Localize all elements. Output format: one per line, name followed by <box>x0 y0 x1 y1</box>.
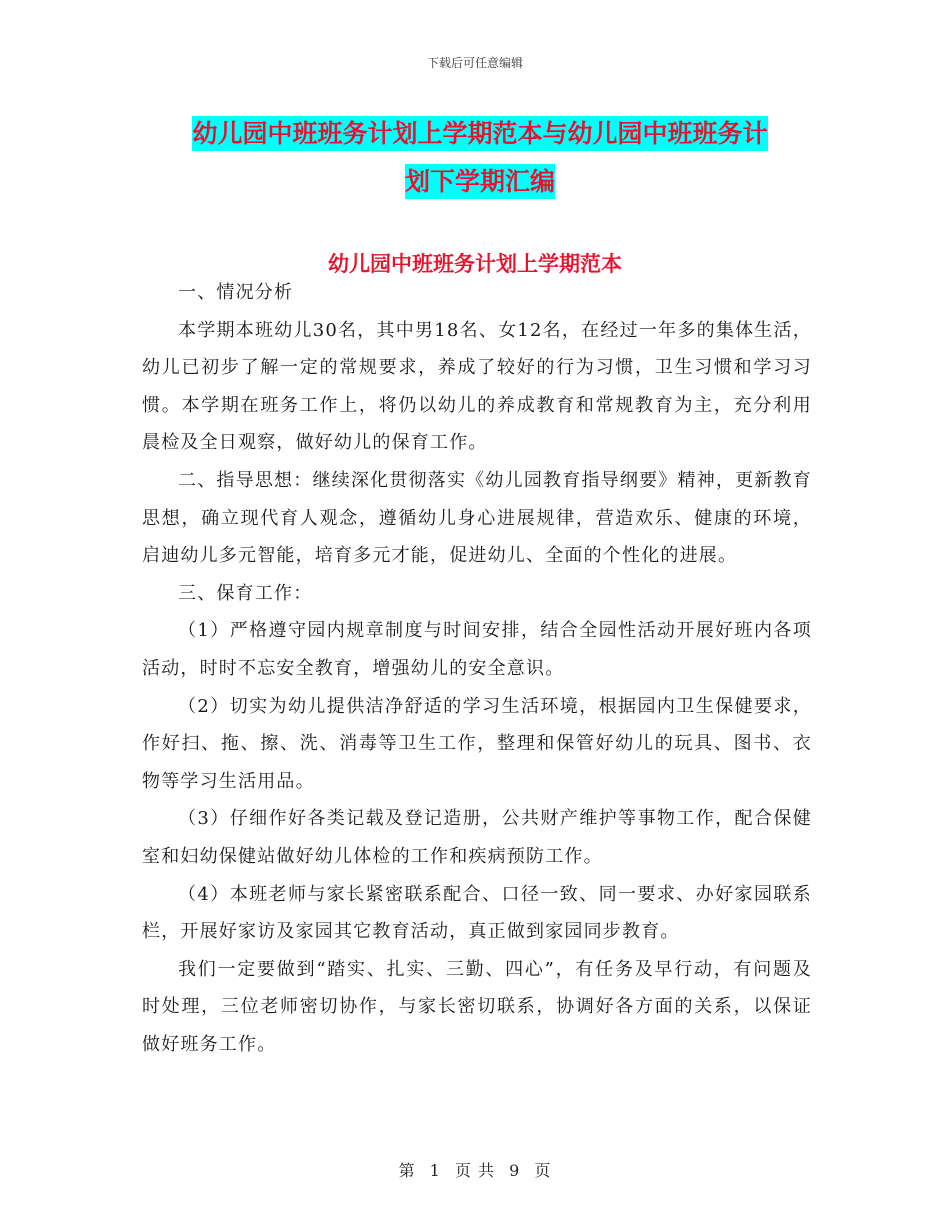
footer-suffix: 页 <box>534 1161 552 1180</box>
section-title: 幼儿园中班班务计划上学期范本 <box>328 252 622 276</box>
footer-prefix: 第 <box>398 1161 416 1180</box>
header-note: 下载后可任意编辑 <box>426 56 523 70</box>
title-line-2: 划下学期汇编 <box>405 164 555 199</box>
paragraph: 二、指导思想：继续深化贯彻落实《幼儿园教育指导纲要》精神，更新教育思想，确立现代育人观念，遵循幼儿身心进展规律，营造欢乐、健康的环境，启迪幼儿多元智能，培育多元才能，促进幼儿、全面的个性化的进展。 <box>142 469 812 567</box>
footer-page-number: 1 <box>429 1161 441 1180</box>
paragraph: （1）严格遵守园内规章制度与时间安排，结合全园性活动开展好班内各项活动，时时不忘安全教育，增强幼儿的安全意识。 <box>142 620 812 679</box>
footer-total-pages: 9 <box>509 1161 521 1180</box>
paragraph: 本学期本班幼儿30名，其中男18名、女12名，在经过一年多的集体生活，幼儿已初步了解一定的常规要求，养成了较好的行为习惯，卫生习惯和学习习惯。本学期在班务工作上，将仍以幼儿的养成教育和常规教育为主，充分利用晨检及全日观察，做好幼儿的保育工作。 <box>142 319 812 454</box>
paragraph-heading-1: 一、情况分析 <box>178 282 294 303</box>
paragraph-heading-3: 三、保育工作： <box>178 582 313 604</box>
paragraph: （2）切实为幼儿提供洁净舒适的学习生活环境，根据园内卫生保健要求，作好扫、拖、擦、洗、消毒等卫生工作，整理和保管好幼儿的玩具、图书、衣物等学习生活用品。 <box>142 695 812 792</box>
document-title <box>140 110 820 206</box>
page-footer <box>0 1158 950 1181</box>
footer-middle: 页 共 <box>454 1161 496 1180</box>
paragraph: （4）本班老师与家长紧密联系配合、口径一致、同一要求、办好家园联系栏，开展好家访及家园其它教育活动，真正做到家园同步教育。 <box>142 883 812 943</box>
paragraph: （3）仔细作好各类记载及登记造册，公共财产维护等事物工作，配合保健室和妇幼保健站做好幼儿体检的工作和疾病预防工作。 <box>142 808 812 867</box>
paragraph: 我们一定要做到“踏实、扎实、三勤、四心”，有任务及早行动，有问题及时处理，三位老师密切协作，与家长密切联系，协调好各方面的关系，以保证做好班务工作。 <box>142 958 812 1055</box>
title-line-1: 幼儿园中班班务计划上学期范本与幼儿园中班班务计 <box>192 116 767 151</box>
document-body <box>142 274 812 1063</box>
